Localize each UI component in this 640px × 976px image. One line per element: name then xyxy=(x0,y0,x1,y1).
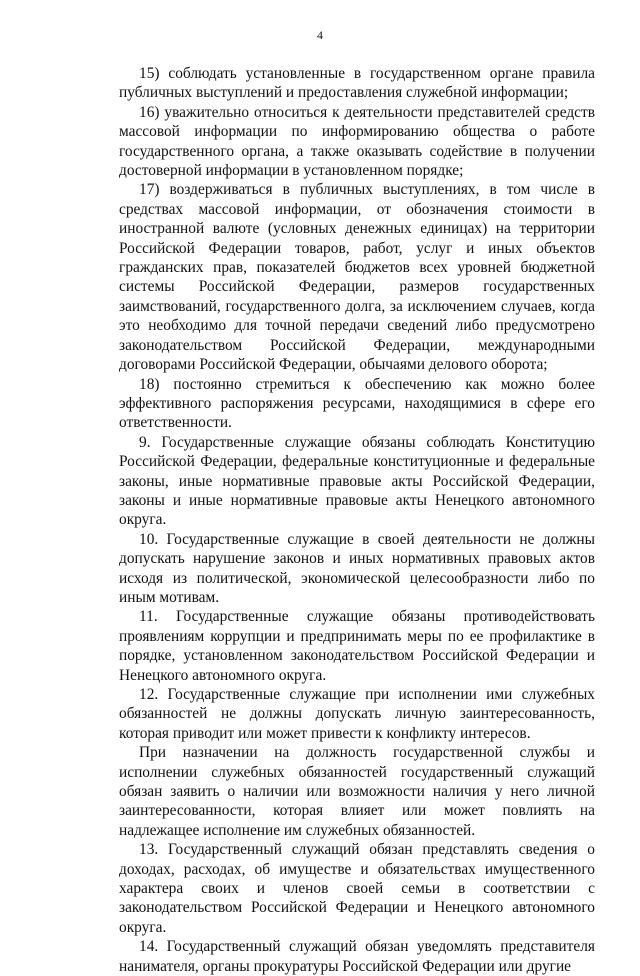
paragraph-section-10: 10. Государственные служащие в своей деятельности не должны допускать нарушение законов и иных нормативных правовых актов исходя из политической, экономической целесообразности либо по иным мотивам. xyxy=(119,530,595,606)
paragraph-item-16: 16) уважительно относиться к деятельности представителей средств массовой информации по информированию общества о работе государственного органа, а также оказывать содействие в получении достоверной информации в установленном порядке; xyxy=(119,103,595,180)
paragraph-section-11: 11. Государственные служащие обязаны противодействовать проявлениям коррупции и предпринимать меры по ее профилактике в порядке, установленном законодательством Российской Федерации и Ненецкого автономного округа. xyxy=(119,608,595,684)
document-body xyxy=(119,64,595,976)
page-number: 4 xyxy=(317,28,323,42)
paragraph-section-9: 9. Государственные служащие обязаны соблюдать Конституцию Российской Федерации, федеральные конституционные и федеральные законы, иные нормативные правовые акты Российской Федерации, законы и иные нормативные правовые акты Ненецкого автономного округа. xyxy=(119,433,595,529)
paragraph-item-15: 15) соблюдать установленные в государственном органе правила публичных выступлений и предоставления служебной информации; xyxy=(119,65,595,102)
paragraph-section-13: 13. Государственный служащий обязан представлять сведения о доходах, расходах, об имуществе и обязательствах имущественного характера своих и членов своей семьи в соответствии с законодательством Российской Федерации и Ненецкого автономного округа. xyxy=(119,841,595,936)
paragraph-section-14: 14. Государственный служащий обязан уведомлять представителя нанимателя, органы прокуратуры Российской Федерации или другие xyxy=(119,938,595,975)
paragraph-item-18: 18) постоянно стремиться к обеспечению как можно более эффективного распоряжения ресурсами, находящимися в сфере его ответственности. xyxy=(119,375,595,432)
paragraph-section-12: 12. Государственные служащие при исполнении ими служебных обязанностей не должны допускать личную заинтересованность, которая приводит или может привести к конфликту интересов. xyxy=(119,686,595,742)
paragraph-item-17: 17) воздерживаться в публичных выступлениях, в том числе в средствах массовой информации, от обозначения стоимости в иностранной валюте (условных денежных единицах) на территории Российской Федерации товаров, работ, услуг и иных объектов гражданских прав, показателей бюджетов всех уровней бюджетной системы Российской Федерации, размеров государственных заимствований, государственного долга, за исключением случаев, когда это необходимо для точной передачи сведений либо предусмотрено законодательством Российской Федерации, международными договорами Российской Федерации, обычаями делового оборота; xyxy=(119,181,595,374)
paragraph-section-12-continued: При назначении на должность государственной службы и исполнении служебных обязанностей государственный служащий обязан заявить о наличии или возможности наличия у него личной заинтересованности, которая влияет или может повлиять на надлежащее исполнение им служебных обязанностей. xyxy=(119,744,595,839)
